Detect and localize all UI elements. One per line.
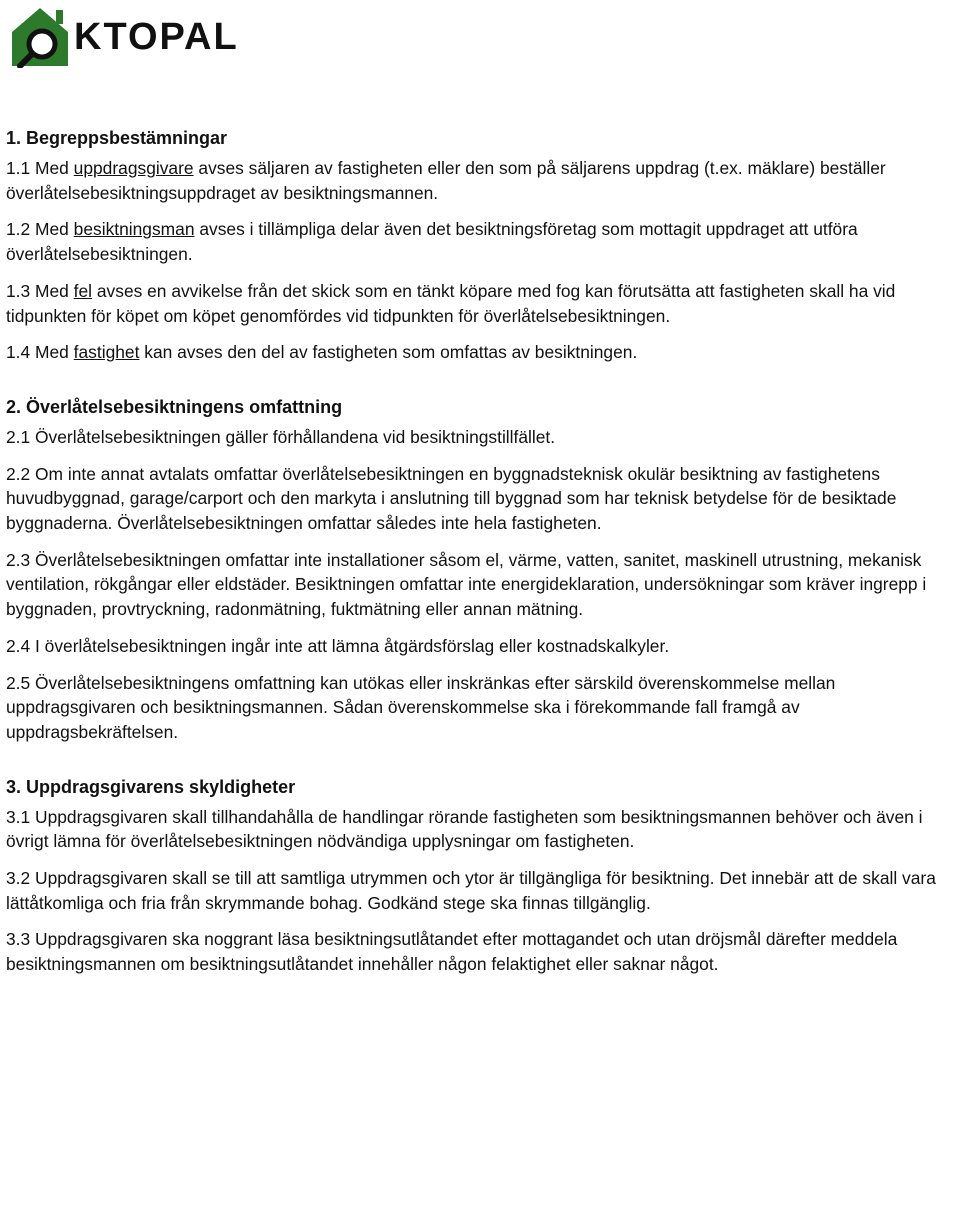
- section-heading: 2. Överlåtelsebesiktningens omfattning: [6, 396, 343, 417]
- paragraph-2-1: 2.1 Överlåtelsebesiktningen gäller förhållandena vid besiktningstillfället.: [6, 426, 556, 447]
- paragraph-1-4: 1.4 Med fastighet kan avses den del av fastigheten som omfattas av besiktningen.: [6, 342, 638, 363]
- paragraph-2-5: 2.5 Överlåtelsebesiktningens omfattning kan utökas eller inskränkas efter särskild överenskommelse mellan uppdragsgivaren och besiktningsmannen. Sådan överenskommelse ska i förekommande fall framgå av uppdragsbekräftelsen.: [6, 672, 836, 742]
- term-fel: fel: [73, 280, 93, 301]
- paragraph-2-4: 2.4 I överlåtelsebesiktningen ingår inte att lämna åtgärdsförslag eller kostnadskalkyler.: [6, 635, 670, 656]
- term-besiktningsman: besiktningsman: [73, 219, 195, 240]
- paragraph-3-2: 3.2 Uppdragsgivaren skall se till att samtliga utrymmen och ytor är tillgängliga för besiktning. Det innebär att de skall vara lättåtkomliga och fria från skrymmande bohag. Godkänd stege ska finnas tillgänglig.: [6, 868, 936, 913]
- section-heading: 3. Uppdragsgivarens skyldigheter: [6, 776, 296, 797]
- paragraph-3-1: 3.1 Uppdragsgivaren skall tillhandahålla de handlingar rörande fastigheten som besiktningsmannen behöver och även i övrigt lämna för överlåtelsebesiktningen nödvändiga upplysningar om fastigheten.: [6, 806, 923, 852]
- paragraph-1-1: 1.1 Med uppdragsgivare avses säljaren av fastigheten eller den som på säljarens uppdrag (t.ex. mäklare) beställer överlåtelsebesiktningsuppdraget av besiktningsmannen.: [6, 158, 886, 203]
- logo-text: KTOPAL: [74, 16, 239, 58]
- section-3: [6, 775, 956, 977]
- house-magnifier-icon: [8, 4, 78, 68]
- paragraph-1-3: 1.3 Med fel avses en avvikelse från det skick som en tänkt köpare med fog kan förutsätta att fastigheten skall ha vid tidpunkten för köpet om köpet genomfördes vid tidpunkten för överlåtelsebesiktningen.: [6, 280, 896, 326]
- paragraph-3-3: 3.3 Uppdragsgivaren ska noggrant läsa besiktningsutlåtandet efter mottagandet och utan dröjsmål därefter meddela besiktningsmannen om besiktningsutlåtandet innehåller någon felaktighet eller saknar något.: [6, 929, 898, 975]
- paragraph-2-2: 2.2 Om inte annat avtalats omfattar överlåtelsebesiktningen en byggnadsteknisk okulär besiktning av fastighetens huvudbyggnad, garage/carport och den markyta i anslutning till byggnad som har teknisk betydelse för de besiktade byggnaderna. Överlåtelsebesiktningen omfattar således inte hela fastigheten.: [6, 463, 897, 534]
- company-logo: [8, 4, 268, 68]
- section-2: [6, 395, 956, 745]
- paragraph-2-3: 2.3 Överlåtelsebesiktningen omfattar inte installationer såsom el, värme, vatten, sanitet, maskinell utrustning, mekanisk ventilation, rökgångar eller eldstäder. Besiktningen omfattar inte energideklaration, undersökningar som kräver ingrepp i byggnaden, provtryckning, radonmätning, fuktmätning eller annan mätning.: [6, 549, 927, 620]
- term-uppdragsgivare: uppdragsgivare: [73, 158, 194, 178]
- paragraph-1-2: 1.2 Med besiktningsman avses i tillämpliga delar även det besiktningsföretag som mottagit uppdraget att utföra överlåtelsebesiktningen.: [6, 219, 858, 265]
- section-1: [6, 126, 956, 365]
- section-heading: 1. Begreppsbestämningar: [6, 128, 228, 148]
- document-body: [6, 126, 956, 989]
- term-fastighet: fastighet: [73, 342, 140, 363]
